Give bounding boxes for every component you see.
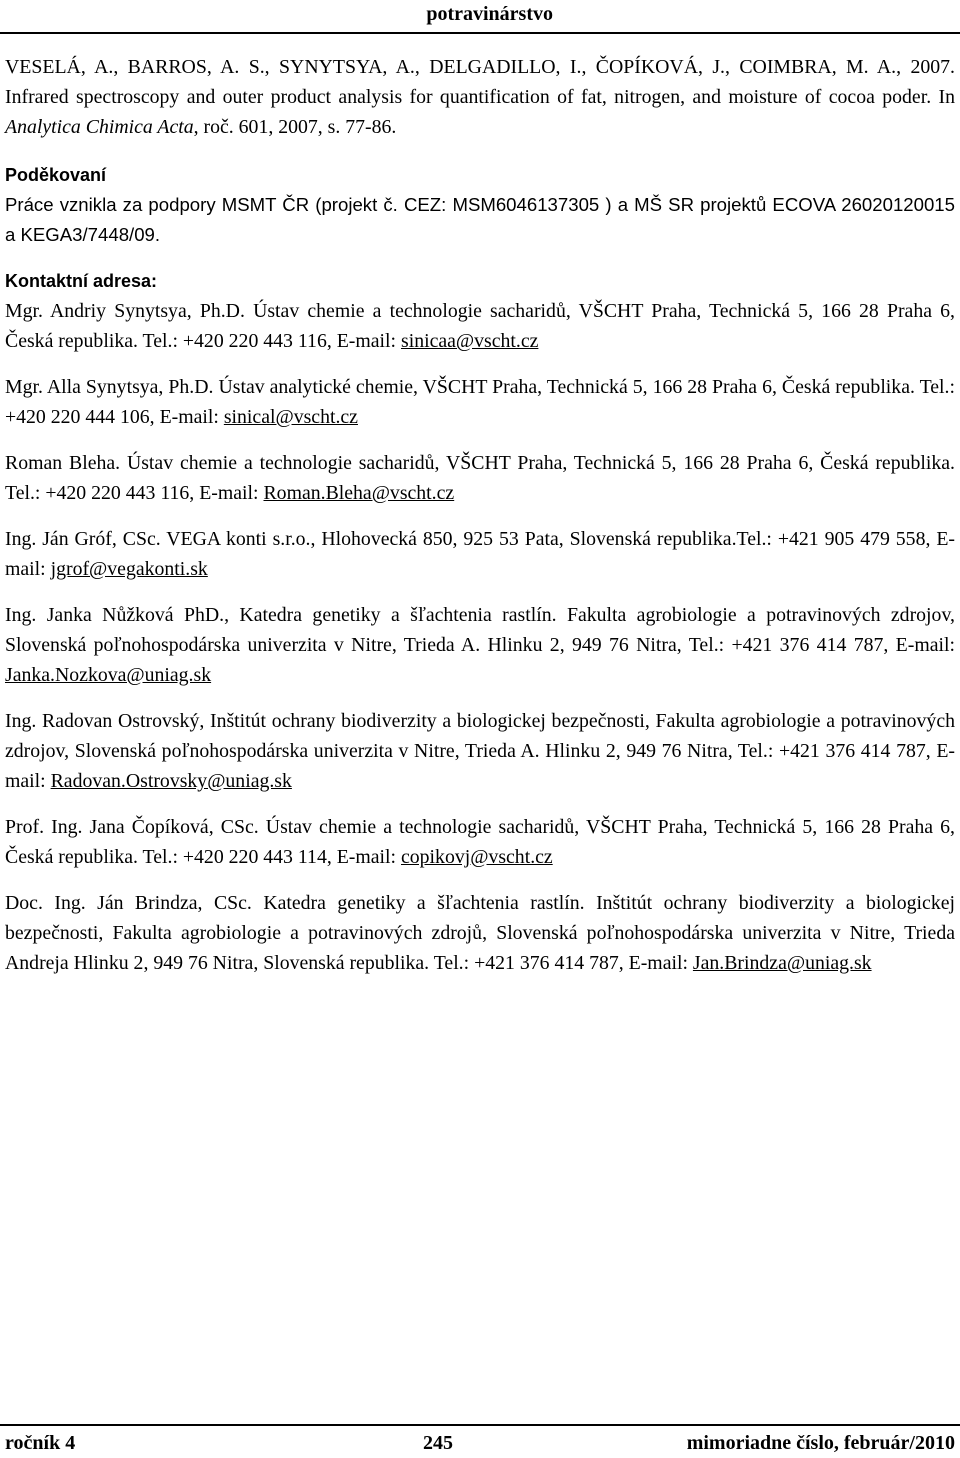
contact-entry (5, 888, 955, 978)
reference-authors: VESELÁ, A., BARROS, A. S., SYNYTSYA, A., DELGADILLO, I., ČOPÍKOVÁ, J., COIMBRA, M. A., 2007. (5, 56, 955, 78)
footer-rule (0, 1424, 960, 1426)
contact-text: Ing. Ján Gróf, CSc. VEGA konti s.r.o., Hlohovecká 850, 925 53 Pata, Slovenská republika.Tel.: +421 905 479 558, E-mail: (5, 528, 955, 580)
email-link[interactable]: Janka.Nozkova@uniag.sk (5, 664, 212, 686)
acknowledgement-text: Práce vznikla za podpory MSMT ČR (projekt č. CEZ: MSM6046137305 ) a MŠ SR projektů ECOVA 26020120015 a KEGA3/7448/09. (5, 194, 955, 245)
reference-entry (5, 52, 955, 142)
footer-page-number: 245 (423, 1432, 453, 1454)
contact-text: Ing. Janka Nůžková PhD., Katedra genetiky a šľachtenia rastlín. Fakulta agrobiologie a potravinových zdrojov, Slovenská poľnohospodárska univerzita v Nitre, Trieda A. Hlinku 2, 949 76 Nitra, Tel.: +421 376 414 787, E-mail: (5, 604, 955, 656)
footer-volume: ročník 4 (5, 1432, 76, 1454)
contact-entry (5, 524, 955, 584)
email-link[interactable]: sinical@vscht.cz (223, 406, 358, 428)
email-link[interactable]: copikovj@vscht.cz (401, 846, 553, 868)
contact-entry (5, 812, 955, 872)
contact-text: Prof. Ing. Jana Čopíková, CSc. Ústav chemie a technologie sacharidů, VŠCHT Praha, Technická 5, 166 28 Praha 6, Česká republika. Tel.: +420 220 443 114, E-mail: (5, 816, 955, 868)
email-link[interactable]: Roman.Bleha@vscht.cz (263, 482, 455, 504)
footer-issue: mimoriadne číslo, február/2010 (686, 1432, 955, 1454)
email-link[interactable]: Radovan.Ostrovsky@uniag.sk (50, 770, 292, 792)
contact-entry (5, 296, 955, 356)
contact-text: Mgr. Andriy Synytsya, Ph.D. Ústav chemie a technologie sacharidů, VŠCHT Praha, Technická 5, 166 28 Praha 6, Česká republika. Tel.: +420 220 443 116, E-mail: (5, 300, 955, 352)
reference-details: , roč. 601, 2007, s. 77-86. (193, 116, 397, 138)
acknowledgement-heading: Poděkovaní (5, 165, 107, 185)
contact-entry (5, 706, 955, 796)
email-link[interactable]: jgrof@vegakonti.sk (50, 558, 208, 580)
contact-entry (5, 600, 955, 690)
contact-text: Roman Bleha. Ústav chemie a technologie sacharidů, VŠCHT Praha, Technická 5, 166 28 Praha 6, Česká republika. Tel.: +420 220 443 116, E-mail: (5, 452, 955, 504)
contact-entry (5, 372, 955, 432)
contact-text: Doc. Ing. Ján Brindza, CSc. Katedra genetiky a šľachtenia rastlín. Inštitút ochrany biodiverzity a biologickej bezpečnosti, Fakulta agrobiologie a potravinových zdrojů, Slovenská poľnohospodárska univerzita v Nitre, Trieda Andreja Hlinku 2, 949 76 Nitra, Slovenská republika. Tel.: +421 376 414 787, E-mail: (5, 892, 955, 974)
reference-journal: Analytica Chimica Acta (5, 116, 194, 138)
email-link[interactable]: sinicaa@vscht.cz (401, 330, 539, 352)
page-content (5, 52, 955, 994)
journal-header: potravinárstvo (426, 3, 553, 25)
email-link[interactable]: Jan.Brindza@uniag.sk (692, 952, 872, 974)
contact-text: Mgr. Alla Synytsya, Ph.D. Ústav analytické chemie, VŠCHT Praha, Technická 5, 166 28 Praha 6, Česká republika. Tel.: +420 220 444 106, E-mail: (5, 376, 955, 428)
reference-title: Infrared spectroscopy and outer product analysis for quantification of fat, nitrogen, and moisture of cocoa poder. (5, 86, 932, 108)
contact-text: Ing. Radovan Ostrovský, Inštitút ochrany biodiverzity a biologickej bezpečnosti, Fakulta agrobiologie a potravinových zdrojov, Slovenská poľnohospodárska univerzita v Nitre, Trieda A. Hlinku 2, 949 76 Nitra, Tel.: +421 376 414 787, E-mail: (5, 710, 955, 792)
contact-entry (5, 448, 955, 508)
contact-heading: Kontaktní adresa: (5, 271, 158, 291)
header-rule (0, 32, 960, 34)
reference-in-prefix: In (938, 86, 955, 108)
